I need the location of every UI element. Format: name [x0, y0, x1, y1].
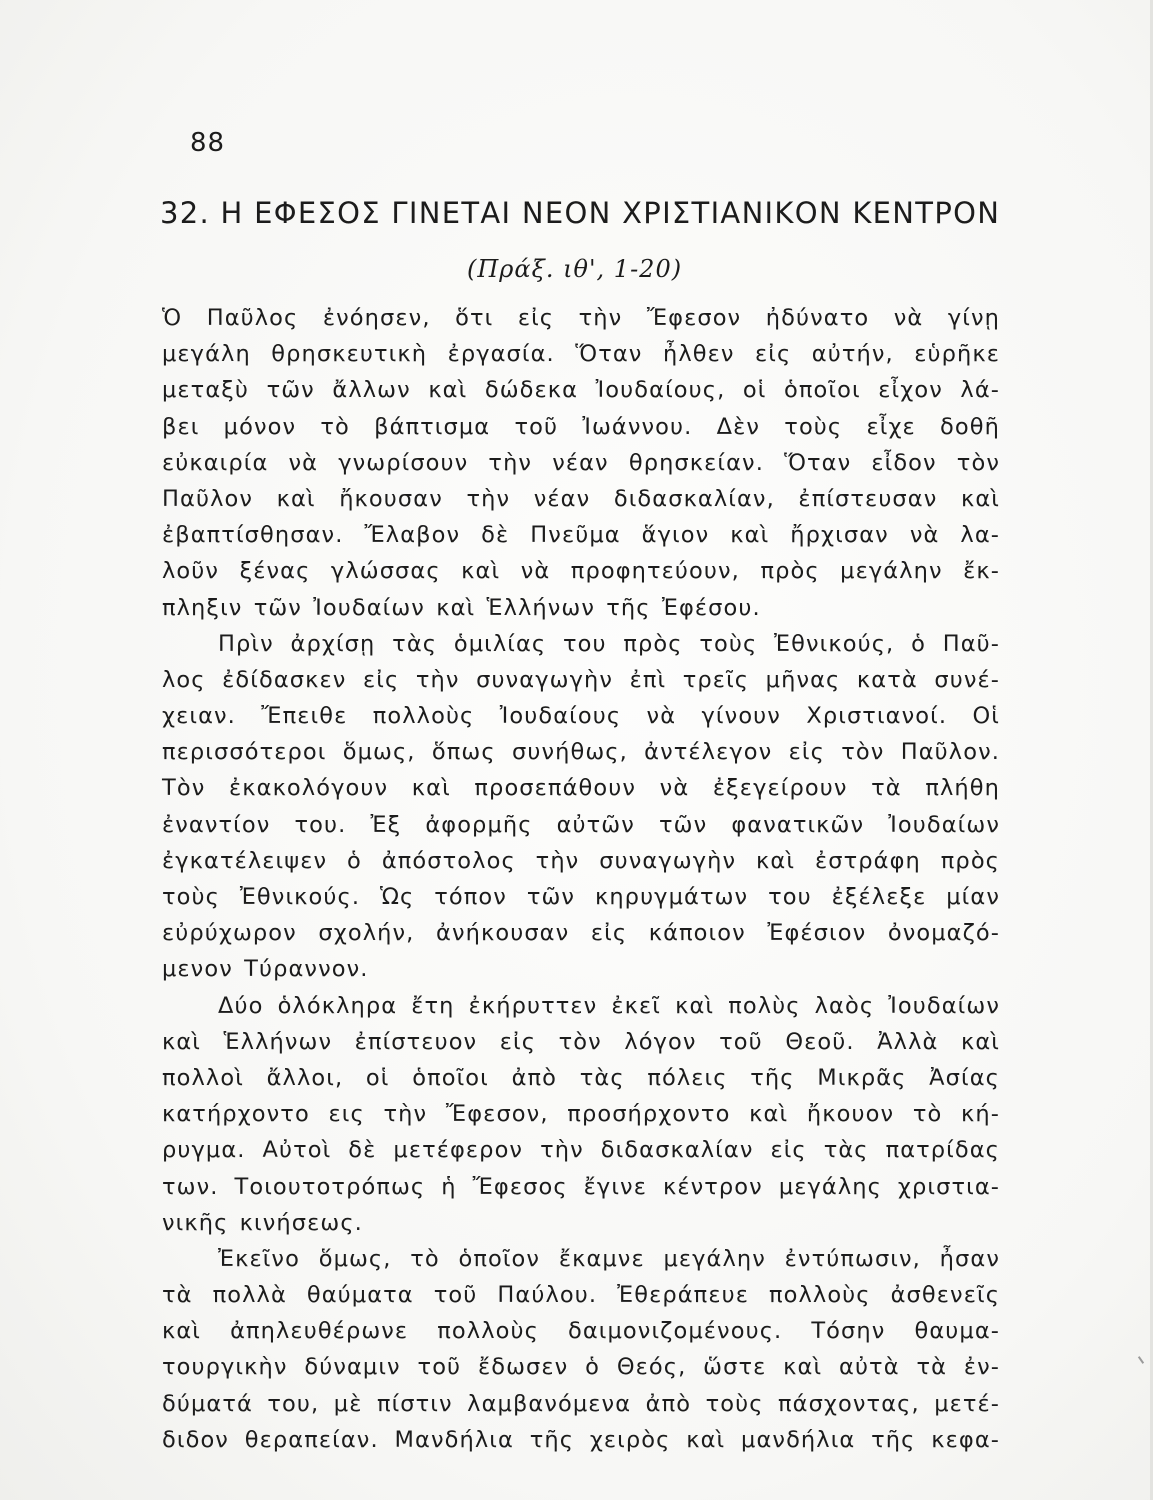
- text-line: τὰ πολλὰ θαύματα τοῦ Παύλου. Ἐθεράπευε πολλοὺς ἀσθενεῖς: [162, 1282, 1000, 1309]
- scan-speck: [1138, 1356, 1144, 1364]
- text-line: μενον Τύραννον.: [162, 956, 369, 983]
- text-line: Δύο ὁλόκληρα ἔτη ἐκήρυττεν ἐκεῖ καὶ πολὺς λαὸς Ἰουδαίων: [218, 992, 1000, 1019]
- text-line: καὶ Ἑλλήνων ἐπίστευον εἰς τὸν λόγον τοῦ Θεοῦ. Ἀλλὰ καὶ: [162, 1028, 1000, 1055]
- text-line: των. Τοιουτοτρόπως ἡ Ἔφεσος ἔγινε κέντρον μεγάλης χριστια-: [162, 1173, 1000, 1200]
- text-line: πληξιν τῶν Ἰουδαίων καὶ Ἑλλήνων τῆς Ἐφέσου.: [162, 594, 761, 621]
- text-line: τουργικὴν δύναμιν τοῦ ἔδωσεν ὁ Θεός, ὥστε καὶ αὐτὰ τὰ ἐν-: [162, 1354, 1000, 1381]
- text-line: ἐβαπτίσθησαν. Ἔλαβον δὲ Πνεῦμα ἅγιον καὶ ἤρχισαν νὰ λα-: [162, 522, 1000, 549]
- text-line: ἐναντίον του. Ἐξ ἀφορμῆς αὐτῶν τῶν φανατικῶν Ἰουδαίων: [162, 811, 1000, 838]
- text-line: λοῦν ξένας γλώσσας καὶ νὰ προφητεύουν, πρὸς μεγάλην ἔκ-: [162, 558, 1000, 585]
- text-line: νικῆς κινήσεως.: [162, 1209, 363, 1236]
- text-line: δύματά του, μὲ πίστιν λαμβανόμενα ἀπὸ τοὺς πάσχοντας, μετέ-: [162, 1390, 1000, 1417]
- text-line: καὶ ἀπηλευθέρωνε πολλοὺς δαιμονιζομένους. Τόσην θαυμα-: [162, 1318, 1000, 1345]
- text-line: ρυγμα. Αὐτοὶ δὲ μετέφερον τὴν διδασκαλίαν εἰς τὰς πατρίδας: [162, 1137, 1000, 1164]
- text-line: βει μόνον τὸ βάπτισμα τοῦ Ἰωάννου. Δὲν τοὺς εἶχε δοθῆ: [162, 413, 1000, 440]
- chapter-title: 32. Η ΕΦΕΣΟΣ ΓΙΝΕΤΑΙ ΝΕΟΝ ΧΡΙΣΤΙΑΝΙΚΟΝ ΚΕΝΤΡΟΝ: [160, 196, 1001, 230]
- text-line: Πρὶν ἀρχίσῃ τὰς ὁμιλίας του πρὸς τοὺς Ἐθνικούς, ὁ Παῦ-: [218, 630, 1000, 657]
- text-line: πολλοὶ ἄλλοι, οἱ ὁποῖοι ἀπὸ τὰς πόλεις τῆς Μικρᾶς Ἀσίας: [162, 1064, 1000, 1091]
- page-number: 88: [190, 128, 226, 158]
- text-line: περισσότεροι ὅμως, ὅπως συνήθως, ἀντέλεγον εἰς τὸν Παῦλον.: [162, 739, 1000, 766]
- text-line: κατήρχοντο εις τὴν Ἔφεσον, προσήρχοντο καὶ ἤκουον τὸ κή-: [162, 1101, 1000, 1128]
- text-line: λος ἐδίδασκεν εἰς τὴν συναγωγὴν ἐπὶ τρεῖς μῆνας κατὰ συνέ-: [162, 666, 1000, 693]
- text-line: εὐκαιρία νὰ γνωρίσουν τὴν νέαν θρησκείαν. Ὅταν εἶδον τὸν: [162, 449, 1000, 476]
- text-line: μεγάλη θρησκευτικὴ ἐργασία. Ὅταν ἦλθεν εἰς αὐτήν, εὑρῆκε: [162, 341, 1000, 368]
- text-line: εὐρύχωρον σχολήν, ἀνήκουσαν εἰς κάποιον Ἐφέσιον ὀνομαζό-: [162, 920, 1000, 947]
- body-text: [162, 300, 1000, 1458]
- scripture-reference: (Πράξ. ιθ', 1-20): [467, 255, 683, 283]
- text-line: μεταξὺ τῶν ἄλλων καὶ δώδεκα Ἰουδαίους, οἱ ὁποῖοι εἶχον λά-: [162, 377, 1000, 404]
- text-line: Ἐκεῖνο ὅμως, τὸ ὁποῖον ἔκαμνε μεγάλην ἐντύπωσιν, ἦσαν: [218, 1245, 1000, 1272]
- text-line: Παῦλον καὶ ἤκουσαν τὴν νέαν διδασκαλίαν, ἐπίστευσαν καὶ: [162, 485, 1000, 512]
- text-line: Τὸν ἐκακολόγουν καὶ προσεπάθουν νὰ ἐξεγείρουν τὰ πλήθη: [162, 775, 1000, 802]
- text-line: τοὺς Ἐθνικούς. Ὡς τόπον τῶν κηρυγμάτων του ἐξέλεξε μίαν: [162, 884, 1000, 910]
- text-line: διδον θεραπείαν. Μανδήλια τῆς χειρὸς καὶ μανδήλια τῆς κεφα-: [162, 1426, 1000, 1453]
- text-line: Ὁ Παῦλος ἐνόησεν, ὅτι εἰς τὴν Ἔφεσον ἠδύνατο νὰ γίνῃ: [162, 305, 1000, 331]
- text-line: ἐγκατέλειψεν ὁ ἀπόστολος τὴν συναγωγὴν καὶ ἐστράφη πρὸς: [162, 847, 1000, 874]
- text-line: χειαν. Ἔπειθε πολλοὺς Ἰουδαίους νὰ γίνουν Χριστιανοί. Οἱ: [162, 703, 1000, 730]
